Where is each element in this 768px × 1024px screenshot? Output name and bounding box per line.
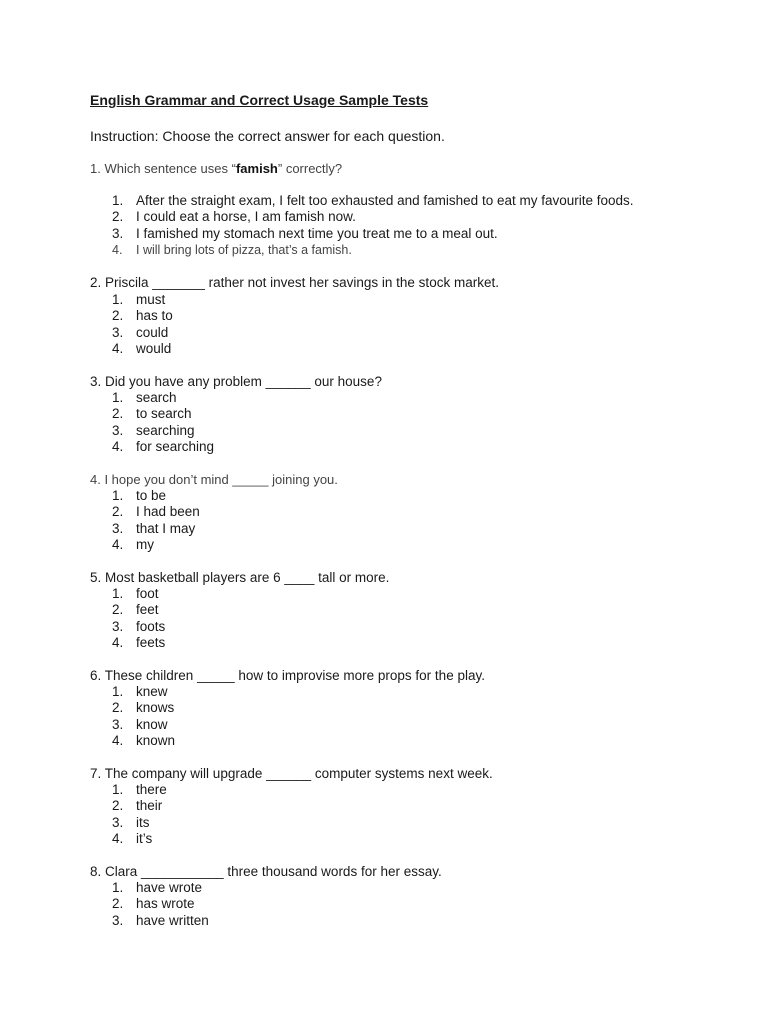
option: 1. foot	[112, 586, 159, 601]
option: 2. has wrote	[112, 896, 195, 912]
option: 2. to search	[112, 406, 192, 422]
question-4: 4. I hope you don’t mind _____ joining you.	[90, 472, 338, 487]
question-1-prefix: 1. Which sentence uses “	[90, 161, 236, 176]
option: 3. its	[112, 814, 150, 830]
question-3: 3. Did you have any problem ______ our house?	[90, 374, 382, 389]
option: 4. for searching	[112, 439, 215, 455]
option: 2. feet	[112, 602, 159, 618]
question-1-keyword: famish	[235, 161, 278, 176]
option: 3. have written	[112, 912, 209, 928]
question-2: 2. Priscila _______ rather not invest her savings in the stock market.	[90, 275, 499, 290]
option: 2. knows	[112, 700, 175, 716]
question-8-options	[112, 880, 209, 929]
question-7: 7. The company will upgrade ______ computer systems next week.	[90, 766, 493, 781]
option: 3. searching	[112, 422, 195, 438]
option: 1. must	[112, 292, 166, 307]
question-6-options	[112, 684, 175, 750]
option: 1. After the straight exam, I felt too exhausted and famished to eat my favourite foods.	[112, 193, 634, 208]
question-2-options	[112, 292, 173, 358]
question-1-options	[112, 193, 634, 259]
question-8: 8. Clara ___________ three thousand words for her essay.	[90, 864, 442, 879]
question-3-options	[112, 390, 214, 456]
option: 3. foots	[112, 618, 166, 634]
option: 4. would	[112, 341, 172, 357]
document-title: English Grammar and Correct Usage Sample Tests	[90, 92, 429, 108]
option: 4. it’s	[112, 831, 153, 847]
option: 4. I will bring lots of pizza, that’s a famish.	[112, 243, 352, 258]
instruction-text: Instruction: Choose the correct answer for each question.	[90, 128, 445, 144]
option: 2. their	[112, 798, 163, 814]
question-7-options	[112, 782, 167, 848]
option: 1. search	[112, 390, 177, 405]
question-1-suffix: ” correctly?	[277, 161, 343, 176]
option: 2. has to	[112, 308, 173, 324]
option: 1. knew	[112, 684, 168, 699]
option: 1. to be	[112, 488, 167, 503]
option: 3. know	[112, 716, 168, 732]
question-4-options	[112, 488, 200, 554]
option: 4. known	[112, 733, 176, 749]
option: 4. feets	[112, 635, 166, 651]
question-1	[90, 161, 342, 176]
option: 3. I famished my stomach next time you treat me to a meal out.	[112, 225, 498, 241]
option: 4. my	[112, 537, 154, 553]
option: 3. that I may	[112, 520, 196, 536]
option: 1. have wrote	[112, 880, 203, 895]
question-5-options	[112, 586, 165, 652]
option: 3. could	[112, 324, 169, 340]
question-6: 6. These children _____ how to improvise more props for the play.	[90, 668, 485, 683]
option: 1. there	[112, 782, 167, 797]
question-5: 5. Most basketball players are 6 ____ tall or more.	[90, 570, 390, 585]
option: 2. I could eat a horse, I am famish now.	[112, 209, 356, 225]
option: 2. I had been	[112, 504, 200, 520]
